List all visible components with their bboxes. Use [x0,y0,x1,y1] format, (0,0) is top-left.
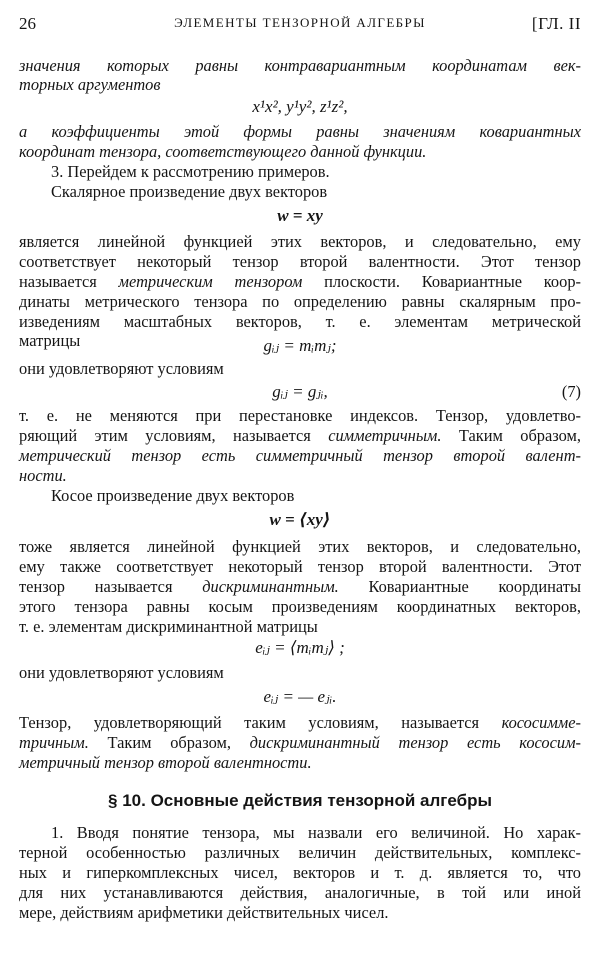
section-heading: § 10. Основные действия тензорной алгебры [108,791,492,810]
text-line: метрический тензор есть симметричный тензор второй валент- [19,446,581,465]
text-line: тензор называется дискриминантным. Ковариантные координаты [19,577,581,596]
text-line: Косое произведение двух векторов [51,486,295,505]
formula-discriminant-tensor: eᵢⱼ = ⟨mᵢmⱼ⟩ ; [255,638,345,657]
formula-antisymmetry: eᵢⱼ = — eⱼᵢ. [263,687,337,706]
text-line: т. е. элементам дискриминантной матрицы [19,617,318,636]
text-line: ности. [19,466,67,485]
formula-scalar-product: w = xy [277,206,323,225]
text-line: является линейной функцией этих векторов, и следовательно, ему [19,232,581,251]
text-line: они удовлетворяют условиям [19,663,224,682]
equation-number: (7) [561,382,581,401]
text-line: терной особенностью различных величин действительных, комплекс- [19,843,581,862]
text-line: мере, действиям арифметики действительных чисел. [19,903,389,922]
text-line: ряющий этим условиям, называется симметричным. Таким образом, [19,426,581,445]
text-line: соответствует некоторый тензор второй валентности. Этот тензор [19,252,581,271]
text-line: изведениям масштабных векторов, т. е. элементам метрической [19,312,581,331]
text-line: а коэффициенты этой формы равны значениям ковариантных [19,122,581,141]
text-line: этого тензора равны косым произведениям координатных векторов, [19,597,581,616]
formula-symmetry: gᵢⱼ = gⱼᵢ, [272,382,328,401]
text-line: ему также соответствует некоторый тензор второй валентности. Этот [19,557,581,576]
text-line: торных аргументов [19,75,161,94]
text-line: т. е. не меняются при перестановке индексов. Тензор, удовлетво- [19,406,581,425]
text-line: значения которых равны контравариантным координатам век- [19,56,581,75]
text-line: тричным. Таким образом, дискриминантный тензор есть кососим- [19,733,581,752]
formula-skew-product: w = ⟨xy⟩ [269,510,331,529]
page-number: 26 [19,14,36,33]
running-header [19,14,581,38]
text-line: метричный тензор второй валентности. [19,753,312,772]
chapter-label: [ГЛ. II [531,14,581,33]
text-line: 3. Перейдем к рассмотрению примеров. [51,162,330,181]
formula-metric-tensor: gᵢⱼ = mᵢmⱼ; [263,336,337,355]
text-line: координат тензора, соответствующего данной функции. [19,142,427,161]
text-line: называется метрическим тензором плоскости. Ковариантные коор- [19,272,581,291]
running-title: ЭЛЕМЕНТЫ ТЕНЗОРНОЙ АЛГЕБРЫ [174,15,426,30]
text-line: матрицы [19,331,81,350]
text-line: динаты метрического тензора по определению равны скалярным про- [19,292,581,311]
text-line: тоже является линейной функцией этих векторов, и следовательно, [19,537,581,556]
text-line: для них устанавливаются действия, аналогичные, в той или иной [19,883,581,902]
text-line: Скалярное произведение двух векторов [51,182,328,201]
formula-arguments: x¹x², y¹y², z¹z², [252,97,348,116]
text-line: они удовлетворяют условиям [19,359,224,378]
text-line: 1. Вводя понятие тензора, мы назвали его величиной. Но харак- [51,823,581,842]
text-line: ных и гиперкомплексных чисел, векторов и т. д. является то, что [19,863,581,882]
text-line: Тензор, удовлетворяющий таким условиям, называется кососимме- [19,713,581,732]
